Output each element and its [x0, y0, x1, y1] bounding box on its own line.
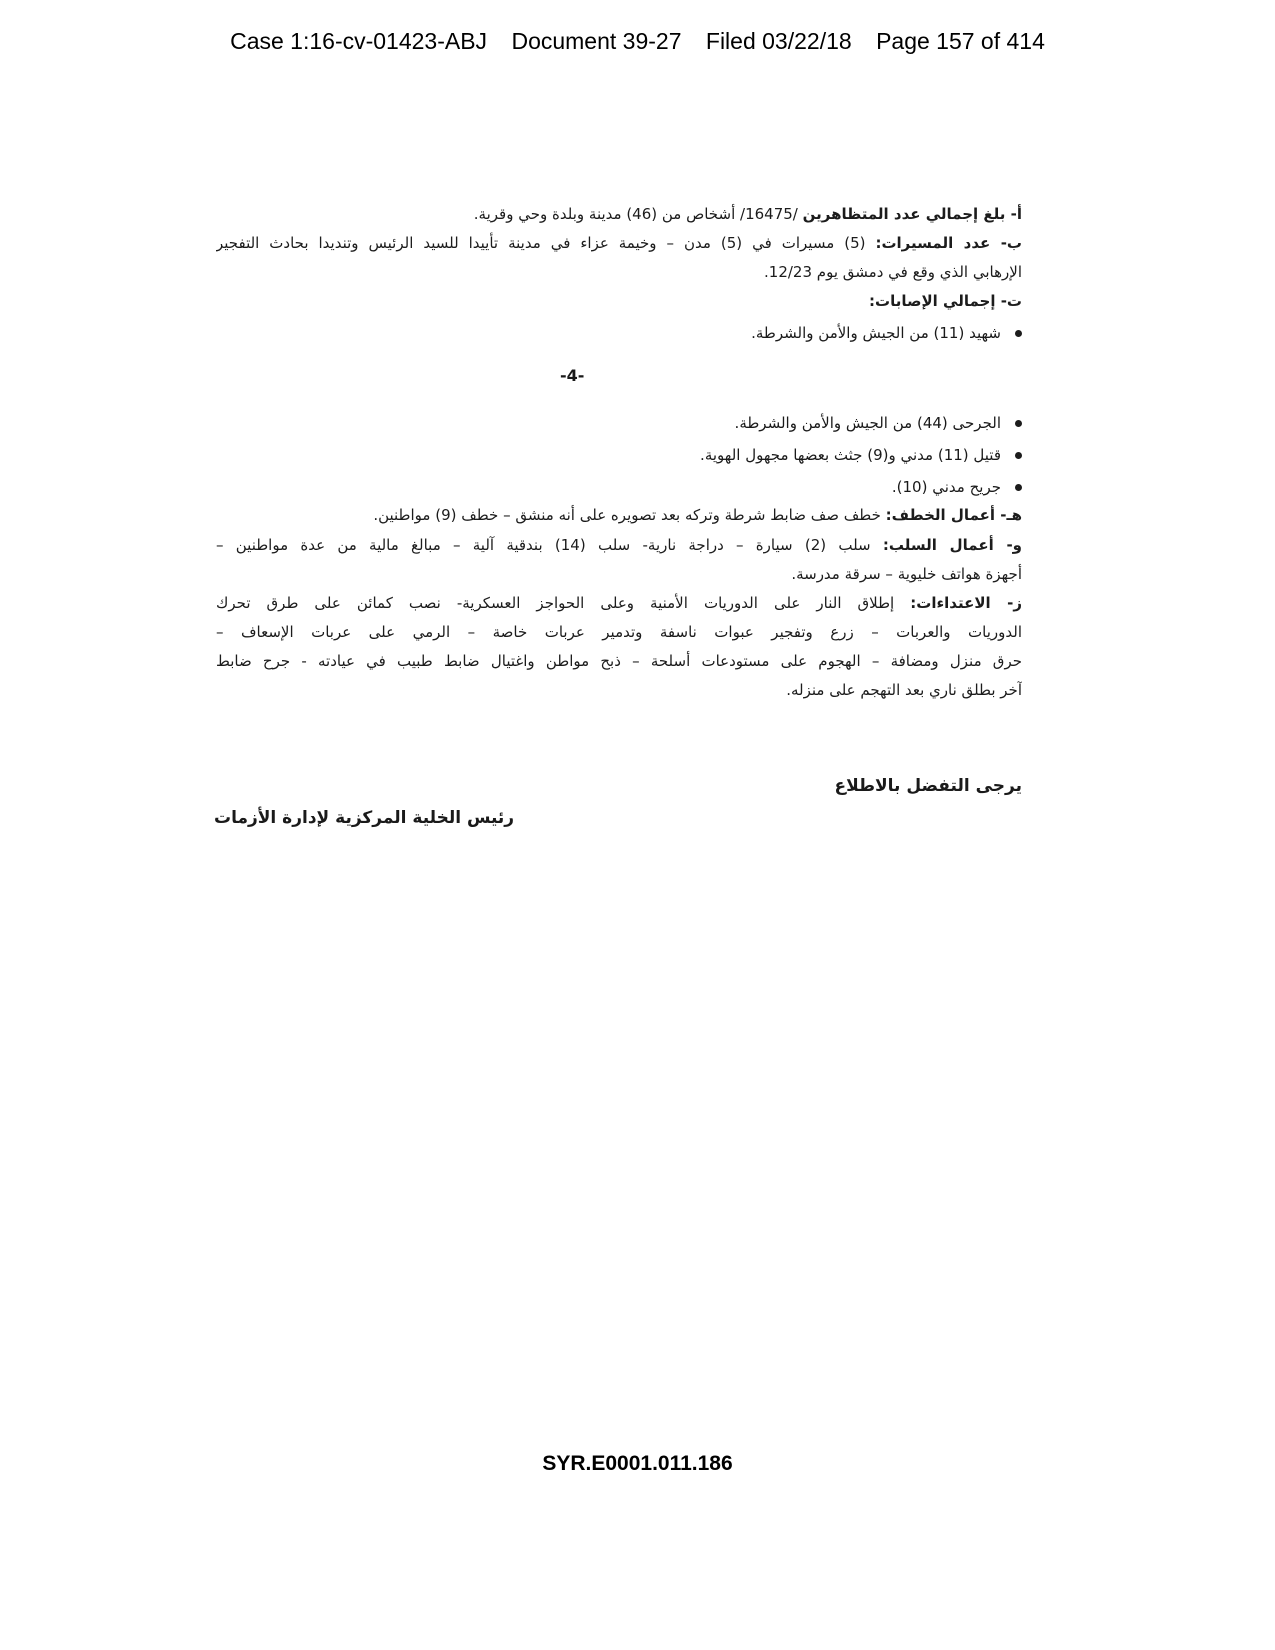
- section-w-label: و- أعمال السلب:: [882, 536, 1022, 554]
- bullet-dot-icon: [1015, 452, 1022, 459]
- section-z-line4: آخر بطلق ناري بعد التهجم على منزله.: [786, 681, 1022, 699]
- section-z-label: ز- الاعتداءات:: [910, 594, 1022, 612]
- signature-title: رئيس الخلية المركزية لإدارة الأزمات: [214, 808, 515, 828]
- case-header: [0, 28, 1275, 55]
- bullet-dot-icon: [1015, 420, 1022, 427]
- section-w-line2: أجهزة هواتف خليوية – سرقة مدرسة.: [791, 565, 1022, 583]
- bullet-text: قتيل (11) مدني و(9) جثث بعضها مجهول الهوية.: [700, 446, 1001, 464]
- bullet-text: جريح مدني (10).: [891, 478, 1001, 496]
- bullet-dot-icon: [1015, 330, 1022, 337]
- section-z: [216, 589, 1022, 705]
- page-marker: -4-: [560, 366, 585, 385]
- document-number: Document 39-27: [511, 28, 682, 54]
- section-z-line2: الدوريات والعربات – زرع وتفجير عبوات ناسفة وتدمير عربات خاصة – الرمي على عربات الإسعاف –: [216, 623, 1022, 641]
- section-b-label: ب- عدد المسيرات:: [875, 234, 1022, 252]
- bates-number: SYR.E0001.011.186: [542, 1452, 733, 1475]
- section-a-label: أ- بلغ إجمالي عدد المتظاهرين: [802, 205, 1022, 223]
- casualty-bullet: [735, 408, 1022, 438]
- section-a-text: /16475/ أشخاص من (46) مدينة وبلدة وحي وقرية.: [473, 205, 798, 223]
- section-b: [216, 229, 1022, 287]
- bullet-text: الجرحى (44) من الجيش والأمن والشرطة.: [734, 414, 1001, 432]
- section-h-label: هـ- أعمال الخطف:: [885, 506, 1022, 524]
- bullet-dot-icon: [1015, 484, 1022, 491]
- section-z-line1: إطلاق النار على الدوريات الأمنية وعلى الحواجز العسكرية- نصب كمائن على طرق تحرك: [216, 594, 895, 612]
- bullet-text: شهيد (11) من الجيش والأمن والشرطة.: [751, 324, 1001, 342]
- section-w-line1: سلب (2) سيارة – دراجة نارية- سلب (14) بندقية آلية – مبالغ مالية من عدة مواطنين –: [216, 536, 871, 554]
- page-indicator: Page 157 of 414: [876, 28, 1045, 54]
- section-h: [216, 501, 1022, 530]
- section-a: [216, 200, 1022, 229]
- case-number: Case 1:16-cv-01423-ABJ: [230, 28, 488, 54]
- filed-date: Filed 03/22/18: [705, 28, 852, 54]
- section-w: [216, 531, 1022, 589]
- section-h-text: خطف صف ضابط شرطة وتركه بعد تصويره على أنه منشق – خطف (9) مواطنين.: [373, 506, 881, 524]
- section-b-line1: (5) مسيرات في (5) مدن – وخيمة عزاء في مدينة تأييدا للسيد الرئيس وتنديدا بحادث التفجير: [216, 234, 866, 252]
- section-b-line2: الإرهابي الذي وقع في دمشق يوم 12/23.: [764, 263, 1022, 281]
- casualty-bullet: [892, 472, 1022, 502]
- section-z-line3: حرق منزل ومضافة – الهجوم على مستودعات أسلحة – ذبح مواطن واغتيال ضابط طبيب في عيادته - جرح ضابط: [216, 652, 1022, 670]
- casualty-bullet: [700, 440, 1022, 470]
- casualty-bullet: [751, 318, 1022, 348]
- section-c: [216, 287, 1022, 316]
- closing-request: يرجى التفضل بالاطلاع: [834, 776, 1022, 796]
- section-c-label: ت- إجمالي الإصابات:: [869, 292, 1022, 310]
